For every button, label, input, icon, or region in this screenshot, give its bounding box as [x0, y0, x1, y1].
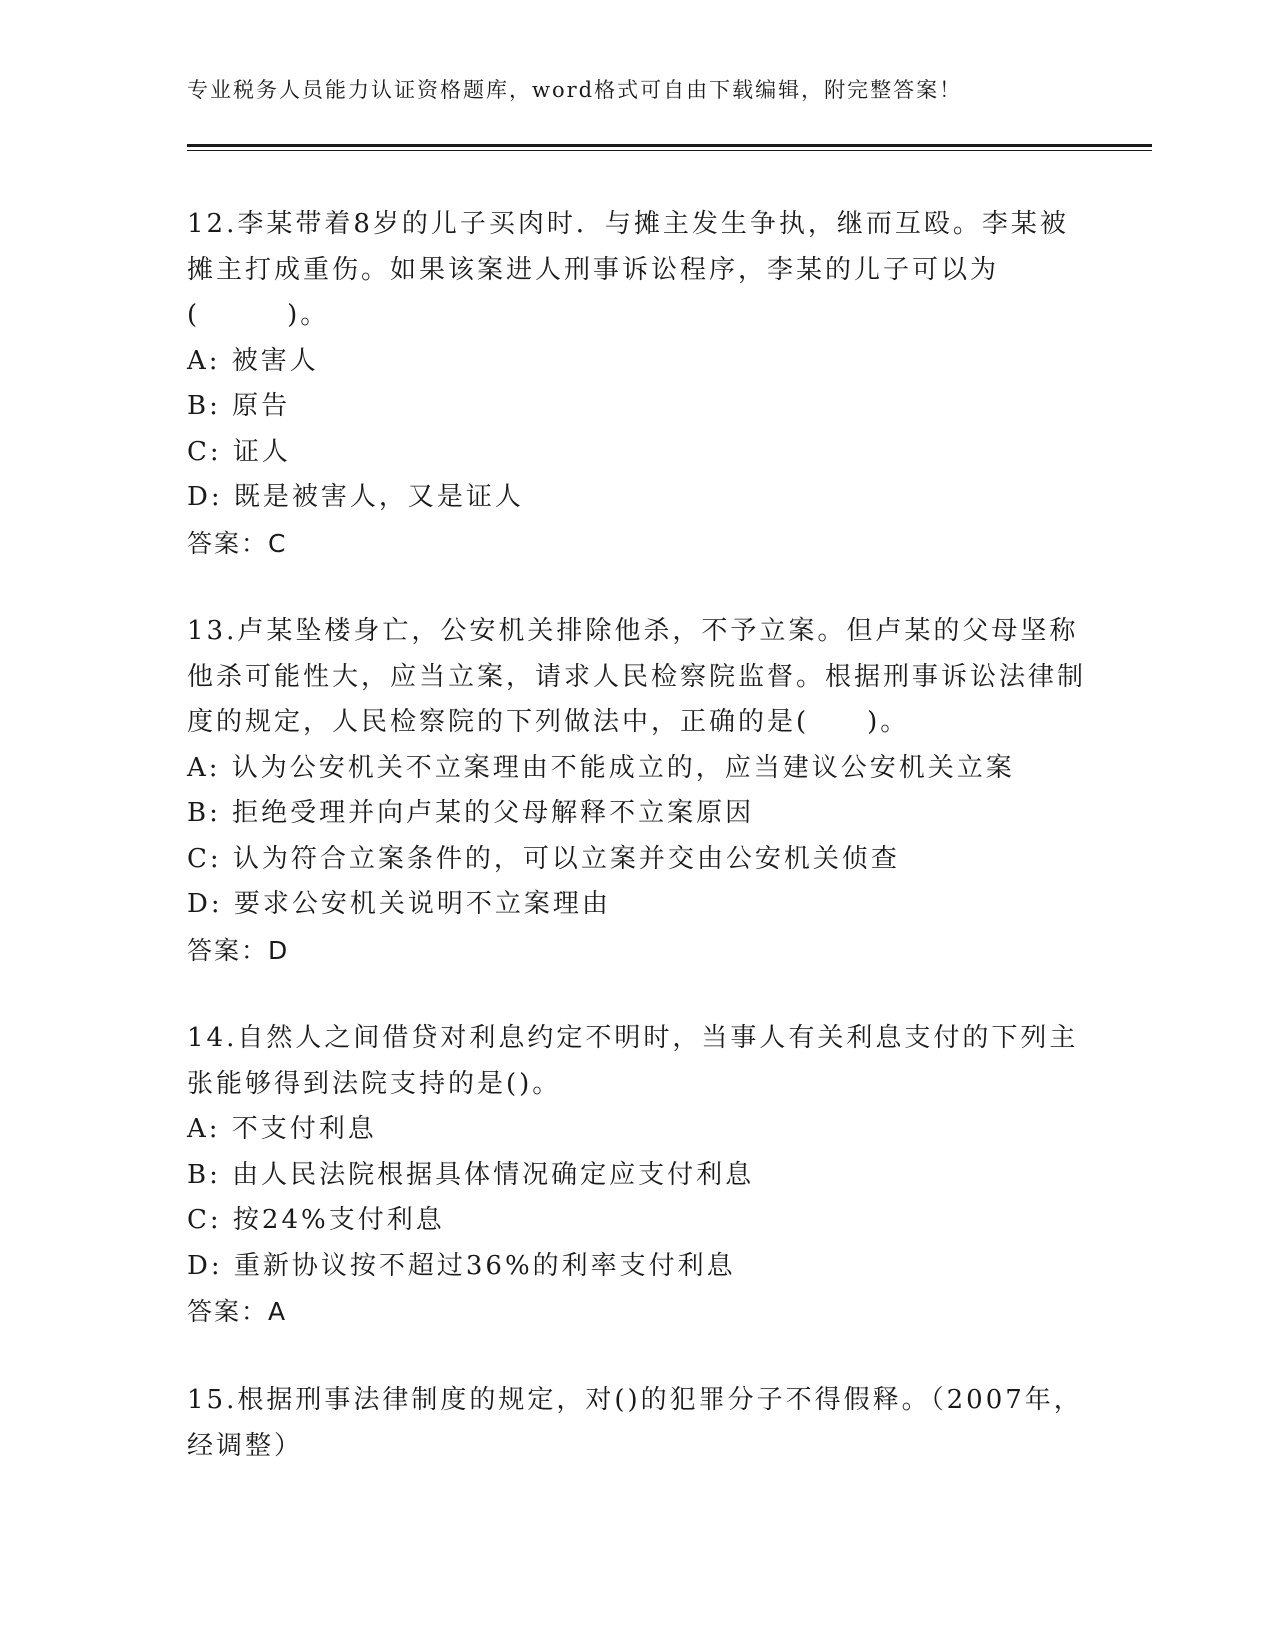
answer: 答案：C	[187, 528, 288, 558]
option-b: B: 拒绝受理并向卢某的父母解释不立案原因	[187, 798, 755, 828]
option-c: C: 证人	[187, 436, 291, 467]
option-a: A: 不支付利息	[187, 1114, 377, 1144]
question-stem: 13.卢某坠楼身亡，公安机关排除他杀，不予立案。但卢某的父母坚称他杀可能性大，应当立案，请求人民检察院监督。根据刑事诉讼法律制度的规定，人民检察院的下列做法中，正确的是( )。	[187, 616, 1087, 737]
option-b: B: 由人民法院根据具体情况确定应支付利息	[187, 1159, 755, 1190]
header-rule-thick	[187, 144, 1152, 147]
option-a: A: 认为公安机关不立案理由不能成立的，应当建议公安机关立案	[187, 752, 1015, 783]
option-d: D: 既是被害人，又是证人	[187, 482, 524, 512]
question-stem: 14.自然人之间借贷对利息约定不明时，当事人有关利息支付的下列主张能够得到法院支持的是()。	[187, 1023, 1079, 1099]
header-rule-thin	[187, 150, 1152, 151]
option-d: D: 要求公安机关说明不立案理由	[187, 889, 611, 919]
question-15	[187, 1378, 1087, 1469]
question-12	[187, 202, 1087, 566]
option-c: C: 按24%支付利息	[187, 1205, 445, 1235]
question-stem: 12.李某带着8岁的儿子买肉时．与摊主发生争执，继而互殴。李某被摊主打成重伤。如果该案进人刑事诉讼程序，李某的儿子可以为( )。	[187, 209, 1069, 330]
question-13	[187, 609, 1087, 973]
question-14	[187, 1016, 1087, 1335]
question-stem: 15.根据刑事法律制度的规定，对()的犯罪分子不得假释。（2007年，经调整）	[187, 1385, 1083, 1461]
option-a: A: 被害人	[187, 345, 319, 376]
option-c: C: 认为符合立案条件的，可以立案并交由公安机关侦查	[187, 843, 900, 874]
page-header: 专业税务人员能力认证资格题库，word格式可自由下载编辑，附完整答案！	[187, 78, 963, 102]
option-b: B: 原告	[187, 391, 291, 421]
option-d: D: 重新协议按不超过36%的利率支付利息	[187, 1250, 736, 1281]
answer: 答案：D	[187, 935, 290, 965]
answer: 答案：A	[187, 1297, 288, 1326]
